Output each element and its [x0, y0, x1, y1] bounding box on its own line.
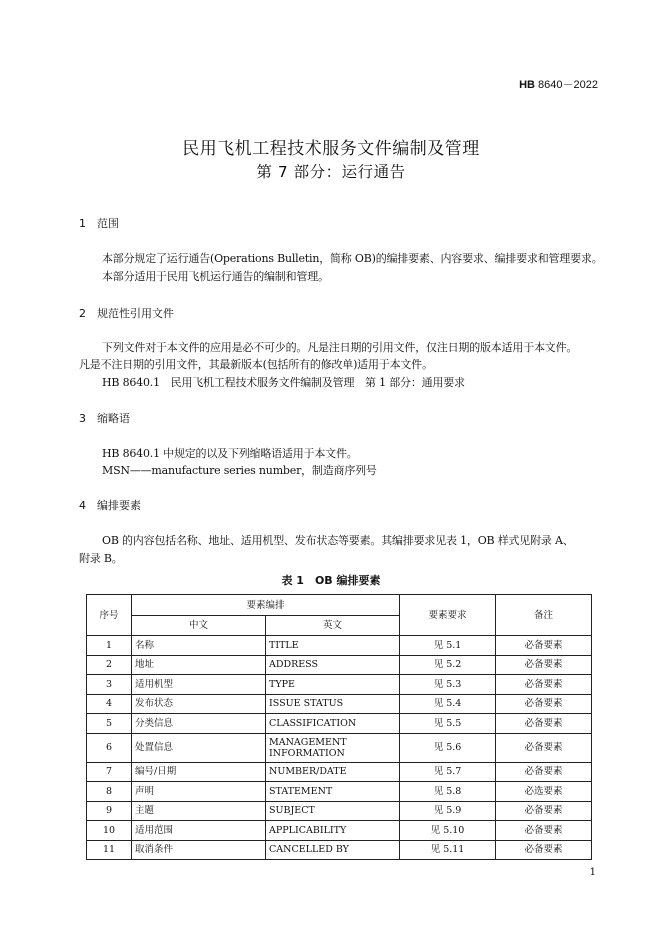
paragraph: 附录 B。 [79, 552, 123, 565]
header-english: 英文 [266, 616, 400, 636]
row-english: APPLICABILITY [266, 821, 400, 841]
table-row [87, 782, 592, 802]
row-requirement: 见 5.3 [400, 675, 496, 695]
section-heading-abbreviations [79, 410, 130, 426]
header-remark: 备注 [496, 595, 592, 636]
row-requirement: 见 5.1 [400, 636, 496, 656]
paragraph: OB 的内容包括名称、地址、适用机型、发布状态等要素。其编排要求见表 1，OB 样式见附录 A、 [102, 534, 574, 547]
document-subtitle: 第 7 部分：运行通告 [256, 163, 406, 181]
paragraph: 凡是不注日期的引用文件，其最新版本(包括所有的修改单)适用于本文件。 [79, 358, 433, 371]
table-row [87, 821, 592, 841]
paragraph: 本部分规定了运行通告(Operations Bulletin，简称 OB)的编排要素、内容要求、编排要求和管理要求。 [102, 252, 603, 265]
row-seq: 1 [87, 636, 132, 656]
section-heading-layout-elements [79, 497, 141, 513]
row-requirement: 见 5.9 [400, 801, 496, 821]
table-row [87, 840, 592, 860]
row-english: CANCELLED BY [266, 840, 400, 860]
row-remark: 必备要素 [496, 762, 592, 782]
row-english: MANAGEMENT INFORMATION [266, 733, 400, 762]
page-number: 1 [589, 867, 596, 878]
table-row [87, 655, 592, 675]
paragraph: 本部分适用于民用飞机运行通告的编制和管理。 [102, 270, 329, 283]
reference-item: HB 8640.1 民用飞机工程技术服务文件编制及管理 第 1 部分：通用要求 [102, 376, 465, 389]
table-row [87, 675, 592, 695]
paragraph: HB 8640.1 中规定的以及下列缩略语适用于本文件。 [102, 447, 358, 460]
row-remark: 必备要素 [496, 655, 592, 675]
row-seq: 5 [87, 714, 132, 734]
table-caption: 表 1 OB 编排要素 [281, 574, 381, 587]
row-chinese: 名称 [132, 636, 266, 656]
row-requirement: 见 5.2 [400, 655, 496, 675]
section-heading-scope [79, 215, 119, 231]
section-heading-normative-references [79, 305, 174, 321]
row-remark: 必备要素 [496, 801, 592, 821]
ob-elements-table [86, 594, 592, 860]
header-element-layout: 要素编排 [132, 595, 400, 616]
standard-prefix: HB [519, 79, 535, 91]
section-number: 1 [79, 217, 86, 230]
table-row [87, 636, 592, 656]
row-requirement: 见 5.10 [400, 821, 496, 841]
row-english: NUMBER/DATE [266, 762, 400, 782]
row-seq: 10 [87, 821, 132, 841]
section-title: 规范性引用文件 [97, 307, 174, 320]
row-requirement: 见 5.8 [400, 782, 496, 802]
row-chinese: 取消条件 [132, 840, 266, 860]
table-row [87, 801, 592, 821]
row-remark: 必备要素 [496, 694, 592, 714]
row-chinese: 发布状态 [132, 694, 266, 714]
row-chinese: 主题 [132, 801, 266, 821]
row-chinese: 地址 [132, 655, 266, 675]
standard-code: 8640－2022 [538, 79, 598, 91]
section-number: 3 [79, 412, 86, 425]
row-remark: 必选要素 [496, 782, 592, 802]
row-chinese: 编号/日期 [132, 762, 266, 782]
row-seq: 2 [87, 655, 132, 675]
document-title: 民用飞机工程技术服务文件编制及管理 [182, 139, 480, 159]
row-chinese: 适用机型 [132, 675, 266, 695]
row-chinese: 适用范围 [132, 821, 266, 841]
row-requirement: 见 5.6 [400, 733, 496, 762]
row-english: TYPE [266, 675, 400, 695]
row-remark: 必备要素 [496, 840, 592, 860]
row-english: STATEMENT [266, 782, 400, 802]
row-requirement: 见 5.5 [400, 714, 496, 734]
row-chinese: 声明 [132, 782, 266, 802]
table-row [87, 694, 592, 714]
row-remark: 必备要素 [496, 714, 592, 734]
paragraph: 下列文件对于本文件的应用是必不可少的。凡是注日期的引用文件，仅注日期的版本适用于本文件。 [102, 341, 578, 354]
row-seq: 4 [87, 694, 132, 714]
row-remark: 必备要素 [496, 675, 592, 695]
row-chinese: 分类信息 [132, 714, 266, 734]
header-requirement: 要素要求 [400, 595, 496, 636]
row-seq: 11 [87, 840, 132, 860]
row-english: CLASSIFICATION [266, 714, 400, 734]
row-english: ISSUE STATUS [266, 694, 400, 714]
section-number: 4 [79, 499, 86, 512]
section-number: 2 [79, 307, 86, 320]
section-title: 范围 [97, 217, 119, 230]
table-row [87, 733, 592, 762]
header-seq: 序号 [87, 595, 132, 636]
row-requirement: 见 5.11 [400, 840, 496, 860]
row-seq: 6 [87, 733, 132, 762]
section-title: 编排要素 [97, 499, 141, 512]
table-row [87, 714, 592, 734]
row-remark: 必备要素 [496, 636, 592, 656]
row-chinese: 处置信息 [132, 733, 266, 762]
row-seq: 8 [87, 782, 132, 802]
row-seq: 9 [87, 801, 132, 821]
row-english: ADDRESS [266, 655, 400, 675]
section-title: 缩略语 [97, 412, 130, 425]
row-english: SUBJECT [266, 801, 400, 821]
table-row [87, 762, 592, 782]
row-seq: 7 [87, 762, 132, 782]
row-seq: 3 [87, 675, 132, 695]
header-chinese: 中文 [132, 616, 266, 636]
row-requirement: 见 5.7 [400, 762, 496, 782]
abbreviation-item: MSN——manufacture series number，制造商序列号 [102, 464, 377, 477]
standard-number [519, 76, 598, 92]
row-remark: 必备要素 [496, 821, 592, 841]
row-requirement: 见 5.4 [400, 694, 496, 714]
row-remark: 必备要素 [496, 733, 592, 762]
row-english: TITLE [266, 636, 400, 656]
